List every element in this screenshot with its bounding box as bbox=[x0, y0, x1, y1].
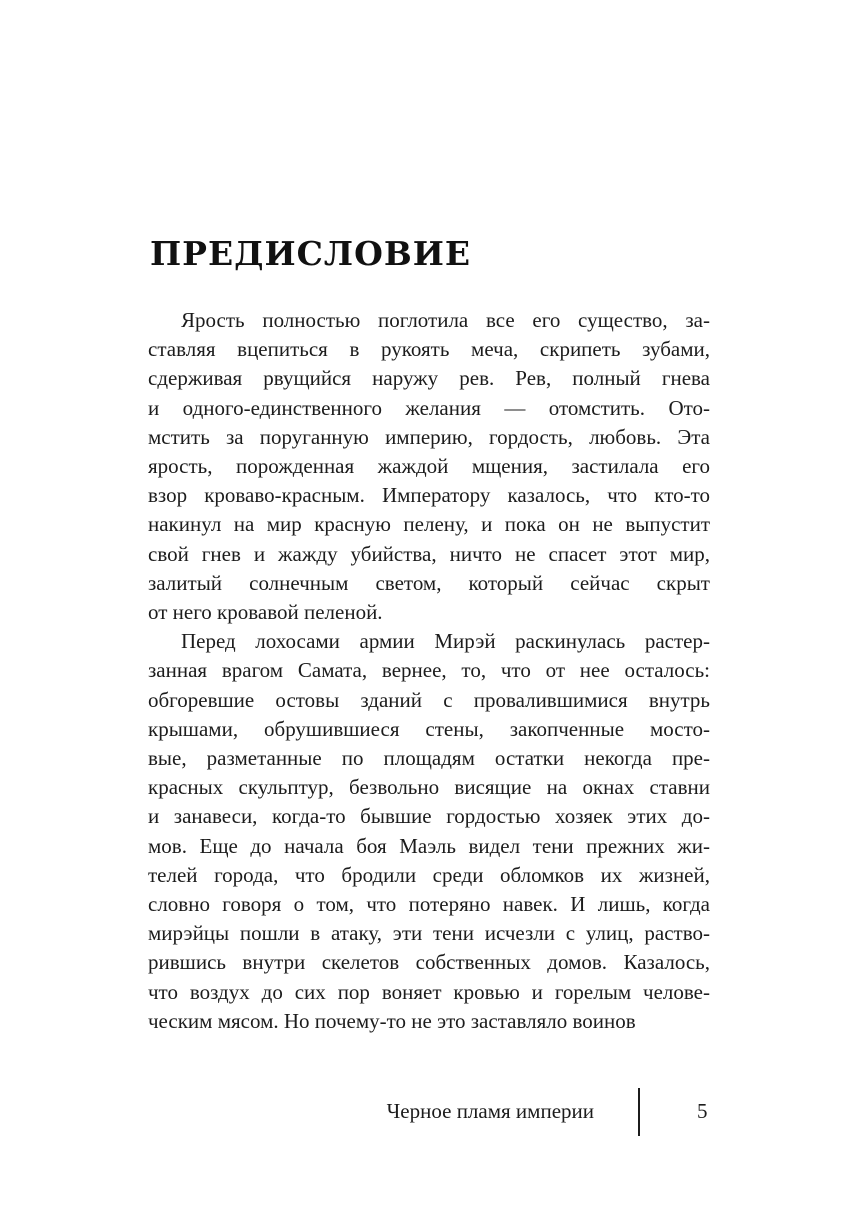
paragraph-2 bbox=[148, 627, 710, 1036]
text-line: и одного-единственного желания — отомстить. Ото- bbox=[148, 395, 710, 420]
text-line: от него кровавой пеленой. bbox=[148, 600, 383, 625]
text-line: ческим мясом. Но почему-то не это заставляло воинов bbox=[148, 1008, 636, 1033]
paragraph-1 bbox=[148, 306, 710, 627]
text-line: обгоревшие остовы зданий с провалившимися внутрь bbox=[148, 687, 710, 712]
page-number: 5 bbox=[697, 1099, 708, 1123]
text-line: ставляя вцепиться в рукоять меча, скрипеть зубами, bbox=[148, 337, 710, 362]
text-line: что воздух до сих пор воняет кровью и горелым челове- bbox=[148, 979, 710, 1004]
footer-divider bbox=[638, 1088, 640, 1136]
text-line: вые, разметанные по площадям остатки некогда пре- bbox=[148, 746, 710, 771]
text-line: занная врагом Самата, вернее, то, что от нее осталось: bbox=[148, 658, 710, 683]
text-line: мирэйцы пошли в атаку, эти тени исчезли с улиц, раство- bbox=[148, 921, 710, 946]
text-line: ярость, порожденная жаждой мщения, застилала его bbox=[148, 454, 710, 479]
running-footer-title: Черное пламя империи bbox=[386, 1099, 594, 1123]
text-line: накинул на мир красную пелену, и пока он не выпустит bbox=[148, 512, 710, 537]
chapter-title: ПРЕДИСЛОВИЕ bbox=[150, 234, 472, 273]
text-line: крышами, обрушившиеся стены, закопченные мосто- bbox=[148, 716, 710, 741]
text-line: сдерживая рвущийся наружу рев. Рев, полный гнева bbox=[148, 366, 710, 391]
text-line: Ярость полностью поглотила все его существо, за- bbox=[181, 308, 710, 332]
text-line: залитый солнечным светом, который сейчас скрыт bbox=[148, 570, 710, 595]
text-line: телей города, что бродили среди обломков их жизней, bbox=[148, 862, 710, 887]
text-line: взор кроваво-красным. Императору казалось, что кто-то bbox=[148, 483, 710, 508]
text-line: рившись внутри скелетов собственных домов. Казалось, bbox=[148, 950, 710, 975]
text-line: и занавеси, когда-то бывшие гордостью хозяек этих до- bbox=[148, 804, 710, 829]
text-line: мстить за поруганную империю, гордость, любовь. Эта bbox=[148, 424, 710, 449]
text-line: свой гнев и жажду убийства, ничто не спасет этот мир, bbox=[148, 541, 710, 566]
text-line: Перед лохосами армии Мирэй раскинулась растер- bbox=[181, 629, 710, 654]
text-line: словно говоря о том, что потеряно навек. И лишь, когда bbox=[148, 892, 710, 917]
text-line: красных скульптур, безвольно висящие на окнах ставни bbox=[148, 775, 710, 800]
body-text bbox=[148, 306, 710, 1036]
text-line: мов. Еще до начала боя Маэль видел тени прежних жи- bbox=[148, 833, 710, 858]
